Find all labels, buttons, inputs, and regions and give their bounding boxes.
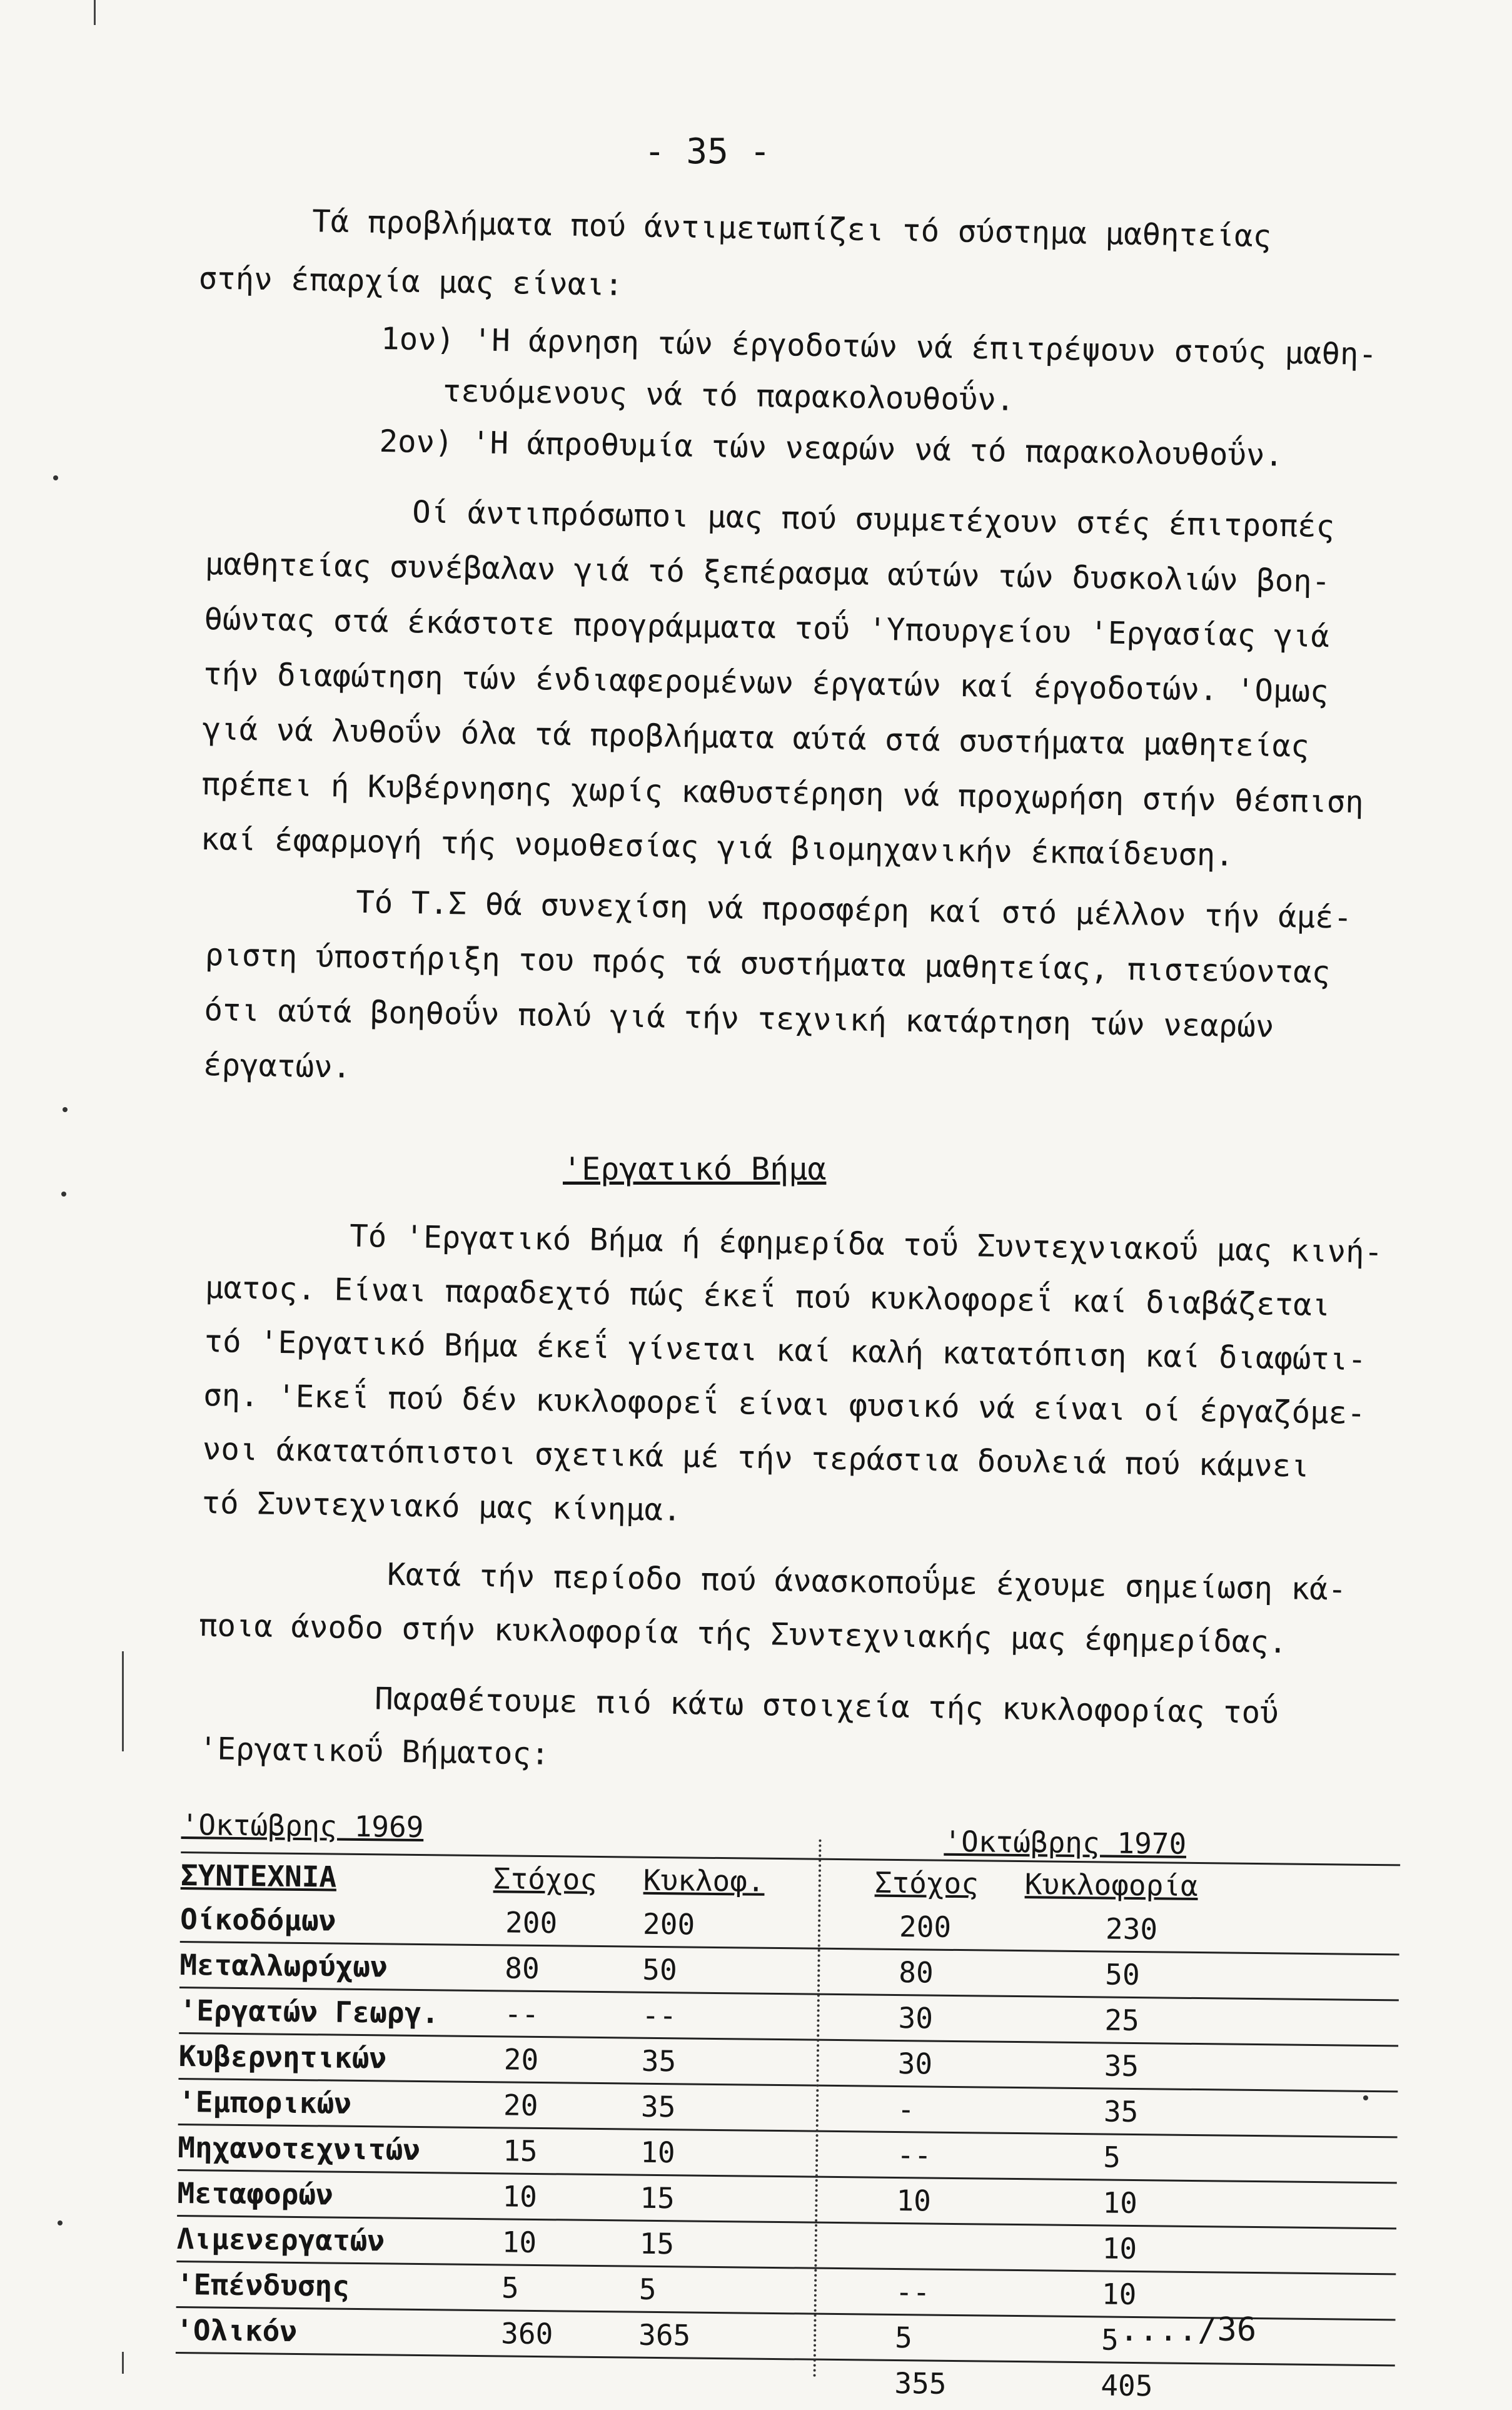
table-row: Κυβερνητικών 20 35 30 35: [178, 2034, 1398, 2092]
text-line: Τό Τ.Σ θά συνεχίση νά προσφέρη καί στό μέλλον τήν άμέ-: [355, 884, 1353, 936]
table-row: Οίκοδόμων 200 200 200 230: [180, 1897, 1400, 1955]
text-line: ση. 'Εκεΐ πού δέν κυκλοφορεΐ είναι φυσικό νά είναι οί έργαζόμε-: [203, 1377, 1366, 1432]
list-item: 1ον) 'Η άρνηση τών έργοδοτών νά έπιτρέψουν στούς μαθη-: [380, 321, 1378, 373]
text-line: Κατά τήν περίοδο πού άνασκοποΰμε έχουμε σημείωση κά-: [386, 1556, 1347, 1608]
table-row: 'Εργατών Γεωργ. -- -- 30 25: [179, 1988, 1399, 2047]
table-row: Μηχανοτεχνιτών 15 10 -- 5: [178, 2125, 1398, 2184]
paragraph-circulation: [198, 1545, 1438, 1672]
col-circulation-1970: Κυκλοφορία: [1024, 1867, 1199, 1903]
scan-speck: [53, 475, 58, 480]
paragraph-intro-table: [198, 1670, 1438, 1795]
text-line: ριστη ύποστήριξη του πρός τά συστήματα μαθητείας, πιστεύοντας: [204, 936, 1331, 991]
intro-paragraph: [198, 191, 1463, 328]
text-line: τήν διαφώτηση τών ένδιαφερομένων έργατών καί έργοδοτών. 'Ομως: [203, 656, 1329, 710]
text-line: γιά νά λυθοΰν όλα τά προβλήματα αύτά στά συστήματα μαθητείας: [202, 711, 1310, 764]
table-row-total-continuation: 355 405: [894, 2366, 1153, 2403]
scan-edge-mark: [94, 0, 96, 25]
text-line: 'Εργατικοΰ Βήματος:: [198, 1730, 550, 1772]
text-line: ότι αύτά βοηθοΰν πολύ γιά τήν τεχνική κατάρτηση τών νεαρών: [204, 991, 1274, 1045]
text-line: Παραθέτουμε πιό κάτω στοιχεία τής κυκλοφορίας τοΰ: [374, 1681, 1279, 1731]
table-row: Μεταφορών 10 15 10 10: [177, 2171, 1397, 2229]
col-target-1969: Στόχος: [493, 1861, 598, 1896]
text-line: Οί άντιπρόσωποι μας πού συμμετέχουν στές έπιτροπές: [411, 494, 1335, 545]
section-heading: 'Εργατικό Βήμα: [563, 1151, 827, 1187]
period-1969: 'Οκτώβρης 1969: [181, 1808, 424, 1845]
list-item-continuation: τευόμενους νά τό παρακολουθοΰν.: [442, 373, 1015, 418]
text-line: θώντας στά έκάστοτε προγράμματα τοΰ 'Υπουργείου 'Εργασίας γιά: [204, 600, 1330, 655]
scan-edge-mark: [122, 2352, 124, 2374]
text-line: Τό 'Εργατικό Βήμα ή έφημερίδα τοΰ Συντεχνιακοΰ μας κινή-: [349, 1218, 1383, 1270]
col-circulation-1969: Κυκλοφ.: [643, 1863, 765, 1898]
scan-speck: [58, 2220, 63, 2225]
list-item: 2ον) 'Η άπροθυμία τών νεαρών νά τό παρακολουθοΰν.: [379, 423, 1284, 473]
col-union: ΣΥΝΤΕΧΝΙΑ: [180, 1858, 337, 1894]
continuation-marker: ..../36: [1119, 2311, 1257, 2349]
text-line: Τά προβλήματα πού άντιμετωπίζει τό σύστημα μαθητείας: [311, 203, 1272, 255]
col-target-1970: Στόχος: [874, 1865, 979, 1901]
scan-edge-mark: [122, 1651, 124, 1751]
table-row: 'Εμπορικών 20 35 - 35: [178, 2080, 1398, 2138]
table-row: Μεταλλωρύχων 80 50 80 50: [179, 1943, 1399, 2001]
period-1970: 'Οκτώβρης 1970: [944, 1824, 1187, 1861]
text-line: έργατών.: [203, 1046, 351, 1085]
paragraph-newspaper: [201, 1207, 1444, 1549]
text-line: πρέπει ή Κυβέρνησης χωρίς καθυστέρηση νά προχωρήση στήν θέσπιση: [201, 766, 1364, 821]
paragraph-representatives: [200, 482, 1444, 886]
text-line: στήν έπαρχία μας είναι:: [198, 260, 623, 303]
text-line: μαθητείας συνέβαλαν γιά τό ξεπέρασμα αύτών τών δυσκολιών βοη-: [204, 545, 1331, 600]
table-row: Λιμενεργατών 10 15 10: [176, 2217, 1396, 2275]
scan-speck: [1363, 2095, 1368, 2100]
text-line: ποια άνοδο στήν κυκλοφορία τής Συντεχνιακής μας έφημερίδας.: [198, 1607, 1288, 1661]
text-line: νοι άκατατόπιστοι σχετικά μέ τήν τεράστια δουλειά πού κάμνει: [202, 1430, 1310, 1484]
text-line: ματος. Είναι παραδεχτό πώς έκεΐ πού κυκλοφορεΐ καί διαβάζεται: [204, 1269, 1331, 1324]
table-row-total: 'Ολικόν 360 365 5 5: [176, 2308, 1396, 2366]
scan-speck: [61, 1192, 66, 1197]
page-number: - 35 -: [644, 131, 771, 172]
table-row: 'Επένδυσης 5 5 -- 10: [176, 2262, 1396, 2321]
scan-speck: [63, 1107, 68, 1112]
problem-list: [179, 306, 1419, 487]
paragraph-support: [203, 873, 1444, 1112]
text-line: τό 'Εργατικό Βήμα έκεΐ γίνεται καί καλή κατατόπιση καί διαφώτι-: [204, 1323, 1367, 1378]
text-line: τό Συντεχνιακό μας κίνημα.: [201, 1484, 682, 1528]
text-line: καί έφαρμογή τής νομοθεσίας γιά βιομηχανικήν έκπαίδευση.: [200, 821, 1234, 873]
